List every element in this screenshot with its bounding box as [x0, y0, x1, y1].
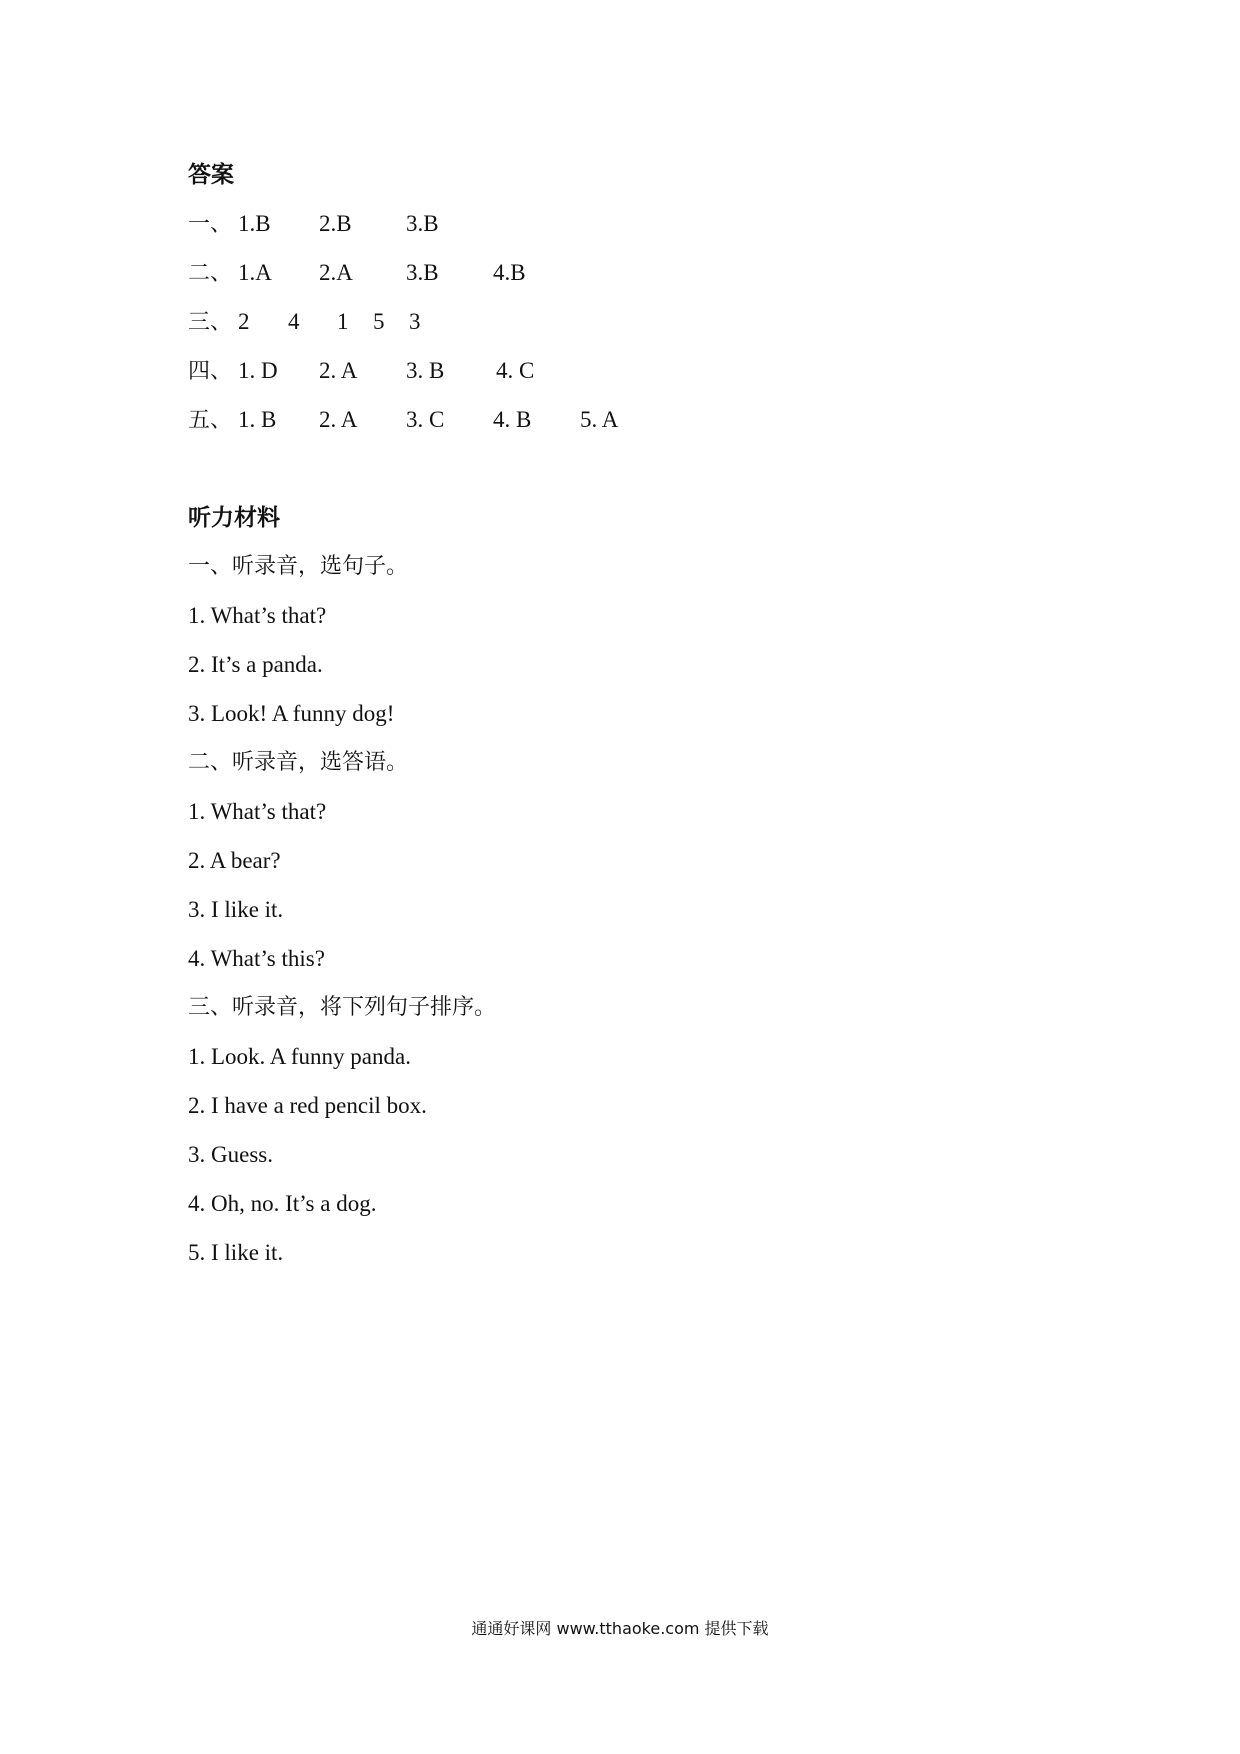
answer-row-5	[188, 405, 619, 435]
answer-row-3	[188, 307, 421, 337]
answer-row-4	[188, 356, 535, 386]
answer-row-number: 五、	[188, 408, 233, 433]
answer-item: 4.B	[493, 260, 526, 285]
listening-title: 听力材料	[188, 505, 280, 531]
answer-item: 4. C	[496, 358, 535, 383]
answer-row-number: 一、	[188, 212, 233, 237]
listening-line: 4. What’s this?	[188, 946, 325, 971]
listening-line: 4. Oh, no. It’s a dog.	[188, 1191, 377, 1216]
answer-item: 5	[373, 309, 385, 334]
listening-line: 2. I have a red pencil box.	[188, 1093, 427, 1118]
answer-item: 1. B	[238, 407, 277, 432]
listening-line: 3. Guess.	[188, 1142, 273, 1167]
section-heading-3: 三、听录音，将下列句子排序。	[188, 995, 497, 1020]
answer-item: 3. C	[406, 407, 445, 432]
answer-item: 3	[409, 309, 421, 334]
section-heading-1: 一、听录音，选句子。	[188, 554, 409, 579]
answer-row-number: 三、	[188, 310, 233, 335]
answer-item: 2. A	[319, 407, 358, 432]
answer-row-2	[188, 258, 526, 288]
answer-item: 2.B	[319, 211, 352, 236]
listening-line: 1. Look. A funny panda.	[188, 1044, 411, 1069]
answer-item: 3. B	[406, 358, 445, 383]
answer-item: 1. D	[238, 358, 278, 383]
answer-item: 4	[288, 309, 300, 334]
answer-item: 3.B	[406, 260, 439, 285]
answer-item: 1	[337, 309, 349, 334]
answer-item: 2. A	[319, 358, 358, 383]
answer-item: 1.B	[238, 211, 271, 236]
answer-item: 1.A	[238, 260, 272, 285]
answer-item: 5. A	[580, 407, 619, 432]
answers-title: 答案	[188, 162, 234, 188]
answer-row-number: 二、	[188, 261, 233, 286]
listening-line: 2. A bear?	[188, 848, 281, 873]
listening-line: 1. What’s that?	[188, 799, 327, 824]
answer-item: 3.B	[406, 211, 439, 236]
listening-line: 2. It’s a panda.	[188, 652, 323, 677]
listening-line: 3. I like it.	[188, 897, 284, 922]
listening-line: 3. Look! A funny dog!	[188, 701, 395, 726]
listening-line: 5. I like it.	[188, 1240, 284, 1265]
answer-item: 2.A	[319, 260, 353, 285]
section-heading-2: 二、听录音，选答语。	[188, 750, 409, 775]
footer-download-note: 通通好课网 www.tthaoke.com 提供下载	[471, 1619, 769, 1638]
answer-item: 2	[238, 309, 250, 334]
answer-row-1	[188, 209, 439, 239]
answer-row-number: 四、	[188, 359, 233, 384]
listening-line: 1. What’s that?	[188, 603, 327, 628]
answer-item: 4. B	[493, 407, 532, 432]
